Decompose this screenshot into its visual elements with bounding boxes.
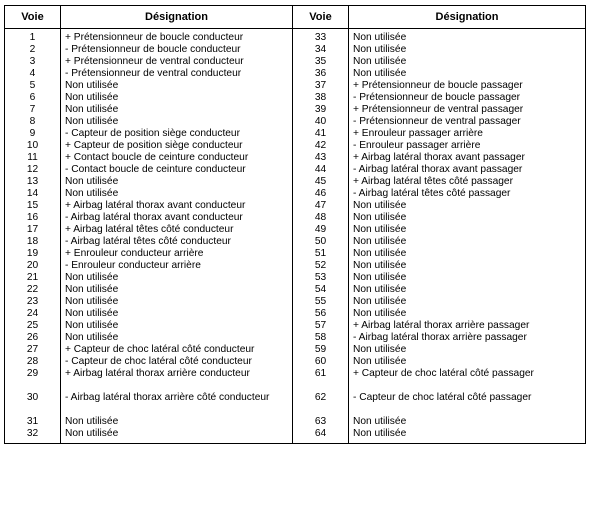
table-row <box>5 116 586 128</box>
table-row <box>5 212 586 224</box>
left-pin-designation: - Contact boucle de ceinture conducteur <box>61 164 293 176</box>
left-pin-designation: + Airbag latéral têtes côté conducteur <box>61 224 293 236</box>
right-pin-number: 54 <box>293 284 349 296</box>
right-pin-designation: Non utilisée <box>349 68 586 80</box>
left-pin-number: 15 <box>5 200 61 212</box>
table-row <box>5 44 586 56</box>
left-pin-number: 23 <box>5 296 61 308</box>
left-pin-designation: Non utilisée <box>61 284 293 296</box>
left-pin-number: 17 <box>5 224 61 236</box>
right-pin-number: 44 <box>293 164 349 176</box>
left-pin-designation: - Enrouleur conducteur arrière <box>61 260 293 272</box>
left-pin-designation: - Airbag latéral têtes côté conducteur <box>61 236 293 248</box>
left-pin-number: 3 <box>5 56 61 68</box>
table-row <box>5 92 586 104</box>
header-voie-left: Voie <box>5 6 61 29</box>
left-pin-number: 29 <box>5 368 61 392</box>
left-pin-designation: Non utilisée <box>61 176 293 188</box>
left-pin-designation: Non utilisée <box>61 116 293 128</box>
left-pin-number: 22 <box>5 284 61 296</box>
right-pin-number: 58 <box>293 332 349 344</box>
left-pin-number: 12 <box>5 164 61 176</box>
left-pin-number: 24 <box>5 308 61 320</box>
right-pin-designation: Non utilisée <box>349 212 586 224</box>
table-body <box>5 29 586 444</box>
left-pin-designation: + Capteur de position siège conducteur <box>61 140 293 152</box>
left-pin-designation: + Prétensionneur de boucle conducteur <box>61 29 293 45</box>
right-pin-designation: - Capteur de choc latéral côté passager <box>349 392 586 416</box>
right-pin-number: 41 <box>293 128 349 140</box>
table-row <box>5 296 586 308</box>
table-row <box>5 260 586 272</box>
right-pin-number: 51 <box>293 248 349 260</box>
right-pin-designation: - Enrouleur passager arrière <box>349 140 586 152</box>
right-pin-number: 35 <box>293 56 349 68</box>
right-pin-designation: - Prétensionneur de boucle passager <box>349 92 586 104</box>
table-row <box>5 356 586 368</box>
right-pin-number: 50 <box>293 236 349 248</box>
left-pin-number: 19 <box>5 248 61 260</box>
right-pin-designation: + Airbag latéral thorax avant passager <box>349 152 586 164</box>
right-pin-number: 52 <box>293 260 349 272</box>
right-pin-number: 56 <box>293 308 349 320</box>
right-pin-number: 59 <box>293 344 349 356</box>
left-pin-designation: + Contact boucle de ceinture conducteur <box>61 152 293 164</box>
table-row <box>5 104 586 116</box>
header-row <box>5 6 586 29</box>
left-pin-designation: Non utilisée <box>61 296 293 308</box>
table-row <box>5 224 586 236</box>
table-row <box>5 152 586 164</box>
right-pin-designation: - Airbag latéral thorax arrière passager <box>349 332 586 344</box>
right-pin-designation: Non utilisée <box>349 236 586 248</box>
table-row <box>5 368 586 392</box>
left-pin-designation: Non utilisée <box>61 332 293 344</box>
right-pin-designation: + Airbag latéral têtes côté passager <box>349 176 586 188</box>
table-row <box>5 80 586 92</box>
right-pin-designation: Non utilisée <box>349 308 586 320</box>
left-pin-designation: Non utilisée <box>61 308 293 320</box>
right-pin-number: 43 <box>293 152 349 164</box>
left-pin-designation: Non utilisée <box>61 80 293 92</box>
right-pin-number: 39 <box>293 104 349 116</box>
left-pin-number: 6 <box>5 92 61 104</box>
right-pin-number: 60 <box>293 356 349 368</box>
left-pin-designation: - Airbag latéral thorax avant conducteur <box>61 212 293 224</box>
right-pin-number: 36 <box>293 68 349 80</box>
table-row <box>5 68 586 80</box>
left-pin-designation: Non utilisée <box>61 428 293 444</box>
left-pin-designation: Non utilisée <box>61 104 293 116</box>
left-pin-designation: + Prétensionneur de ventral conducteur <box>61 56 293 68</box>
left-pin-designation: Non utilisée <box>61 92 293 104</box>
left-pin-number: 28 <box>5 356 61 368</box>
left-pin-designation: Non utilisée <box>61 272 293 284</box>
left-pin-number: 32 <box>5 428 61 444</box>
left-pin-designation: + Enrouleur conducteur arrière <box>61 248 293 260</box>
right-pin-designation: Non utilisée <box>349 272 586 284</box>
left-pin-designation: Non utilisée <box>61 188 293 200</box>
right-pin-designation: Non utilisée <box>349 224 586 236</box>
right-pin-number: 40 <box>293 116 349 128</box>
left-pin-designation: - Prétensionneur de ventral conducteur <box>61 68 293 80</box>
left-pin-number: 5 <box>5 80 61 92</box>
right-pin-designation: Non utilisée <box>349 260 586 272</box>
connector-pinout-table <box>4 5 586 444</box>
right-pin-number: 49 <box>293 224 349 236</box>
right-pin-designation: + Prétensionneur de ventral passager <box>349 104 586 116</box>
right-pin-number: 55 <box>293 296 349 308</box>
left-pin-number: 30 <box>5 392 61 416</box>
right-pin-number: 48 <box>293 212 349 224</box>
left-pin-number: 27 <box>5 344 61 356</box>
left-pin-number: 1 <box>5 29 61 45</box>
right-pin-designation: Non utilisée <box>349 356 586 368</box>
table-row <box>5 200 586 212</box>
right-pin-designation: Non utilisée <box>349 248 586 260</box>
table-row <box>5 236 586 248</box>
right-pin-number: 47 <box>293 200 349 212</box>
right-pin-designation: - Airbag latéral thorax avant passager <box>349 164 586 176</box>
left-pin-number: 14 <box>5 188 61 200</box>
right-pin-number: 37 <box>293 80 349 92</box>
right-pin-designation: + Enrouleur passager arrière <box>349 128 586 140</box>
left-pin-number: 20 <box>5 260 61 272</box>
left-pin-number: 11 <box>5 152 61 164</box>
right-pin-designation: Non utilisée <box>349 296 586 308</box>
right-pin-designation: Non utilisée <box>349 44 586 56</box>
left-pin-designation: - Capteur de position siège conducteur <box>61 128 293 140</box>
table-row <box>5 188 586 200</box>
right-pin-number: 33 <box>293 29 349 45</box>
table-row <box>5 392 586 416</box>
left-pin-designation: - Capteur de choc latéral côté conducteur <box>61 356 293 368</box>
table-row <box>5 332 586 344</box>
left-pin-number: 25 <box>5 320 61 332</box>
right-pin-number: 64 <box>293 428 349 444</box>
left-pin-number: 21 <box>5 272 61 284</box>
table-row <box>5 140 586 152</box>
left-pin-number: 8 <box>5 116 61 128</box>
right-pin-designation: + Capteur de choc latéral côté passager <box>349 368 586 392</box>
left-pin-designation: + Airbag latéral thorax avant conducteur <box>61 200 293 212</box>
right-pin-designation: + Airbag latéral thorax arrière passager <box>349 320 586 332</box>
right-pin-designation: - Prétensionneur de ventral passager <box>349 116 586 128</box>
left-pin-designation: + Airbag latéral thorax arrière conducteur <box>61 368 293 392</box>
left-pin-number: 9 <box>5 128 61 140</box>
table-row <box>5 128 586 140</box>
left-pin-designation: - Prétensionneur de boucle conducteur <box>61 44 293 56</box>
right-pin-number: 63 <box>293 416 349 428</box>
right-pin-number: 45 <box>293 176 349 188</box>
table-row <box>5 428 586 444</box>
left-pin-number: 16 <box>5 212 61 224</box>
left-pin-designation: Non utilisée <box>61 416 293 428</box>
table-row <box>5 284 586 296</box>
table-row <box>5 416 586 428</box>
table-row <box>5 29 586 45</box>
header-voie-right: Voie <box>293 6 349 29</box>
table-row <box>5 56 586 68</box>
left-pin-number: 13 <box>5 176 61 188</box>
right-pin-designation: Non utilisée <box>349 284 586 296</box>
right-pin-designation: Non utilisée <box>349 56 586 68</box>
right-pin-designation: Non utilisée <box>349 416 586 428</box>
right-pin-number: 34 <box>293 44 349 56</box>
left-pin-number: 10 <box>5 140 61 152</box>
left-pin-designation: - Airbag latéral thorax arrière côté conducteur <box>61 392 293 416</box>
right-pin-number: 46 <box>293 188 349 200</box>
right-pin-number: 53 <box>293 272 349 284</box>
right-pin-number: 61 <box>293 368 349 392</box>
right-pin-number: 42 <box>293 140 349 152</box>
header-designation-right: Désignation <box>349 6 586 29</box>
right-pin-designation: Non utilisée <box>349 29 586 45</box>
header-designation-left: Désignation <box>61 6 293 29</box>
left-pin-number: 4 <box>5 68 61 80</box>
right-pin-designation: + Prétensionneur de boucle passager <box>349 80 586 92</box>
table-row <box>5 176 586 188</box>
left-pin-designation: + Capteur de choc latéral côté conducteur <box>61 344 293 356</box>
table-row <box>5 248 586 260</box>
right-pin-number: 62 <box>293 392 349 416</box>
right-pin-designation: Non utilisée <box>349 428 586 444</box>
right-pin-number: 38 <box>293 92 349 104</box>
table-row <box>5 320 586 332</box>
right-pin-designation: Non utilisée <box>349 200 586 212</box>
left-pin-number: 7 <box>5 104 61 116</box>
left-pin-number: 26 <box>5 332 61 344</box>
left-pin-number: 18 <box>5 236 61 248</box>
right-pin-designation: Non utilisée <box>349 344 586 356</box>
left-pin-number: 2 <box>5 44 61 56</box>
left-pin-designation: Non utilisée <box>61 320 293 332</box>
right-pin-designation: - Airbag latéral têtes côté passager <box>349 188 586 200</box>
left-pin-number: 31 <box>5 416 61 428</box>
table-row <box>5 272 586 284</box>
right-pin-number: 57 <box>293 320 349 332</box>
table-row <box>5 164 586 176</box>
table-row <box>5 308 586 320</box>
table-row <box>5 344 586 356</box>
